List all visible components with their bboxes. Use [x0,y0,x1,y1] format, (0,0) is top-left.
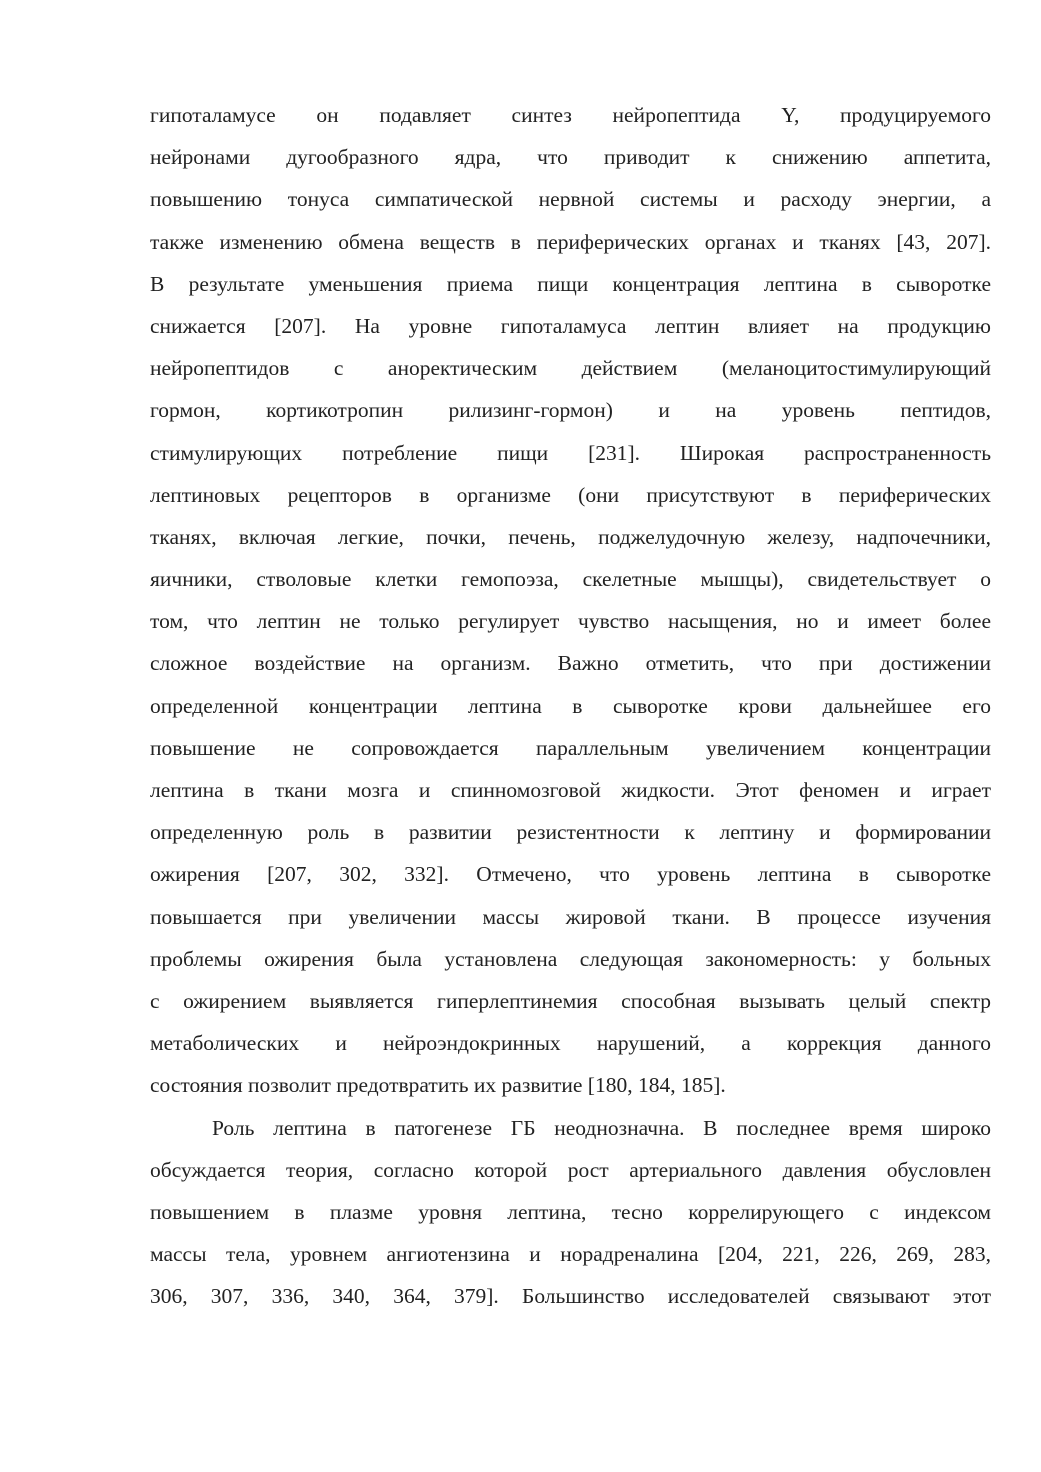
paragraph-first-line: Роль лептина в патогенезе ГБ неоднозначна. В последнее время широко [212,1115,991,1140]
text-line: нейронами дугообразного ядра, что приводит к снижению аппетита, [150,145,991,170]
text-line: определенную роль в развитии резистентности к лептину и формировании [150,820,991,845]
text-line: определенной концентрации лептина в сыворотке крови дальнейшее его [150,693,991,718]
paragraph-end-line: состояния позволит предотвратить их развитие [180, 184, 185]. [150,1073,726,1098]
text-line: метаболических и нейроэндокринных нарушений, а коррекция данного [150,1031,991,1056]
text-line: проблемы ожирения была установлена следующая закономерность: у больных [150,946,991,971]
text-line: повышению тонуса симпатической нервной системы и расходу энергии, а [150,187,991,212]
text-line: повышается при увеличении массы жировой ткани. В процессе изучения [150,904,991,929]
text-line: тканях, включая легкие, почки, печень, поджелудочную железу, надпочечники, [150,524,991,549]
text-line: лептиновых рецепторов в организме (они присутствуют в периферических [150,482,991,507]
text-line: том, что лептин не только регулирует чувство насыщения, но и имеет более [150,609,991,634]
text-line: массы тела, уровнем ангиотензина и норадреналина [204, 221, 226, 269, 283, [150,1242,991,1267]
text-line: обсуждается теория, согласно которой рост артериального давления обусловлен [150,1157,991,1182]
text-line: также изменению обмена веществ в периферических органах и тканях [43, 207]. [150,229,991,254]
text-line: нейропептидов с аноректическим действием (меланоцитостимулирующий [150,356,991,381]
text-line: яичники, стволовые клетки гемопоэза, скелетные мышцы), свидетельствует о [150,567,991,592]
text-line: сложное воздействие на организм. Важно отметить, что при достижении [150,651,991,676]
text-line: гипоталамусе он подавляет синтез нейропептида Y, продуцируемого [150,103,991,127]
text-line: стимулирующих потребление пищи [231]. Широкая распространенность [150,440,991,465]
text-line: повышением в плазме уровня лептина, тесно коррелирующего с индексом [150,1199,991,1224]
text-line: В результате уменьшения приема пищи концентрация лептина в сыворотке [150,271,991,296]
text-line: повышение не сопровождается параллельным увеличением концентрации [150,735,991,760]
body-text [150,94,991,1317]
text-line: с ожирением выявляется гиперлептинемия способная вызывать целый спектр [150,988,991,1013]
text-line: 306, 307, 336, 340, 364, 379]. Большинство исследователей связывают этот [150,1284,991,1309]
text-line: ожирения [207, 302, 332]. Отмечено, что уровень лептина в сыворотке [150,862,991,887]
text-line: снижается [207]. На уровне гипоталамуса лептин влияет на продукцию [150,313,991,338]
text-line: лептина в ткани мозга и спинномозговой жидкости. Этот феномен и играет [150,778,991,802]
text-line: гормон, кортикотропин рилизинг-гормон) и на уровень пептидов, [150,398,991,423]
